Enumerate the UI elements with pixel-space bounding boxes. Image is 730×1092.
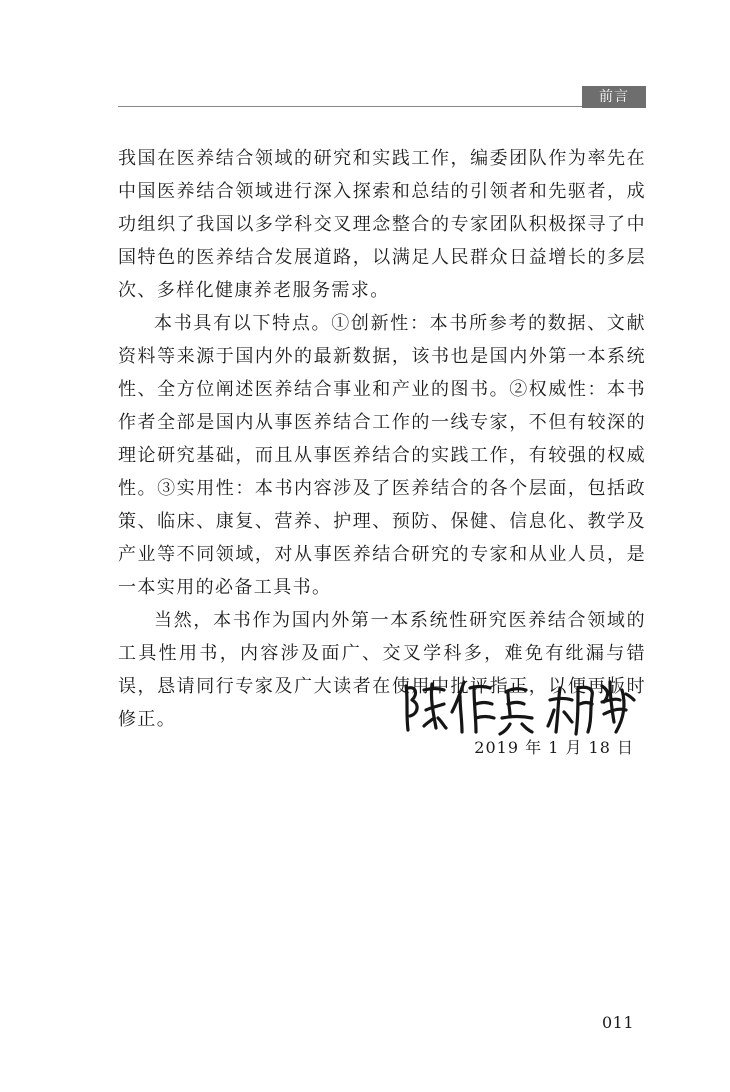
paragraph-3: 当然，本书作为国内外第一本系统性研究医养结合领域的工具性用书，内容涉及面广、交叉学科多，难免有纰漏与错误，恳请同行专家及广大读者在使用中批评指正，以便再版时修正。 xyxy=(118,610,646,730)
page-number: 011 xyxy=(601,1013,634,1032)
handwritten-signature xyxy=(398,676,638,740)
header-rule xyxy=(118,106,646,107)
section-tag: 前言 xyxy=(582,86,646,108)
signature-date: 2019 年 1 月 18 日 xyxy=(474,738,634,757)
preface-body xyxy=(118,142,646,736)
paragraph-2: 本书具有以下特点。①创新性：本书所参考的数据、文献资料等来源于国内外的最新数据，该书也是国内外第一本系统性、全方位阐述医养结合事业和产业的图书。②权威性：本书作者全部是国内从事医养结合工作的一线专家，不但有较深的理论研究基础，而且从事医养结合的实践工作，有较强的权威性。③实用性：本书内容涉及了医养结合的各个层面，包括政策、临床、康复、营养、护理、预防、保健、信息化、教学及产业等不同领域，对从事医养结合研究的专家和从业人员，是一本实用的必备工具书。 xyxy=(118,313,646,598)
paragraph-1: 我国在医养结合领域的研究和实践工作，编委团队作为率先在中国医养结合领域进行深入探索和总结的引领者和先驱者，成功组织了我国以多学科交叉理念整合的专家团队积极探寻了中国特色的医养结合发展道路，以满足人民群众日益增长的多层次、多样化健康养老服务需求。 xyxy=(118,148,646,301)
